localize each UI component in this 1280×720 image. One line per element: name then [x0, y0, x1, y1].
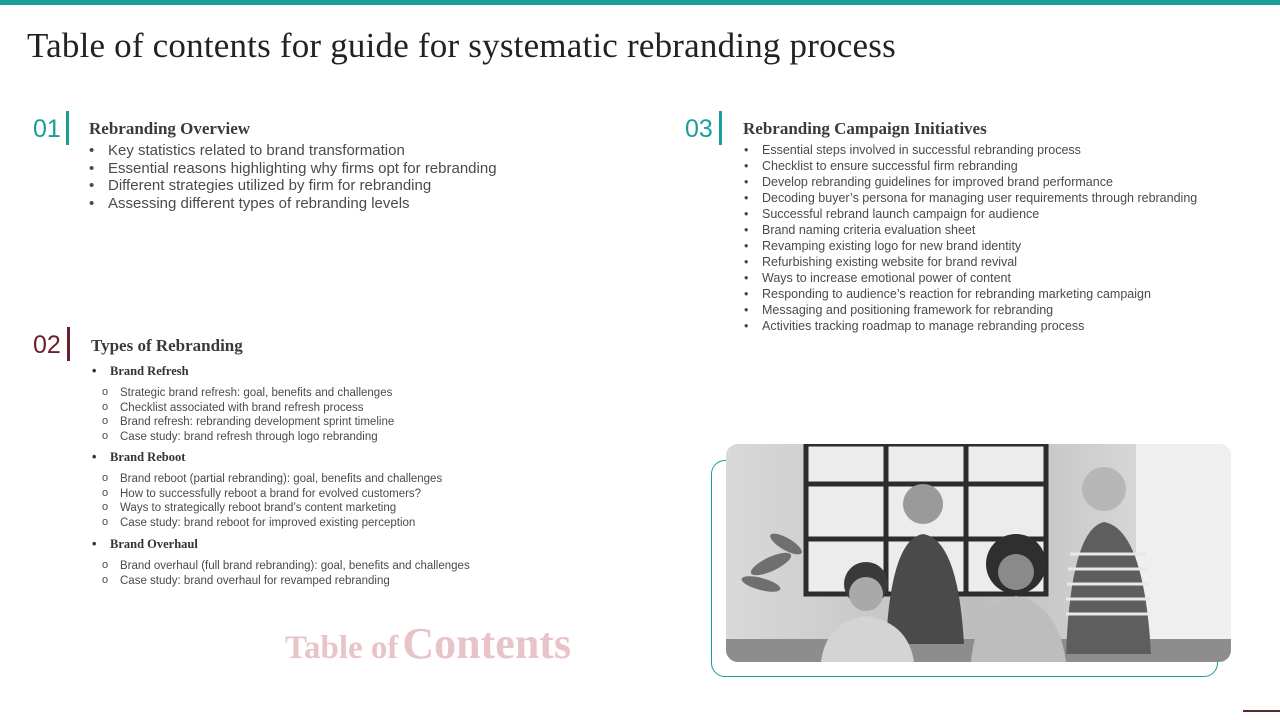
list-item: • Ways to increase emotional power of content	[743, 270, 1197, 286]
list-item: • Brand naming criteria evaluation sheet	[743, 222, 1197, 238]
decor-text-small: Table of	[285, 630, 399, 666]
list-item: o Case study: brand reboot for improved existing perception	[101, 516, 442, 531]
list-item: • Refurbishing existing website for brand revival	[743, 254, 1197, 270]
list-item: • Revamping existing logo for new brand identity	[743, 238, 1197, 254]
section-heading-rebranding-overview: Rebranding Overview	[89, 119, 251, 138]
list-item: o Brand refresh: rebranding development sprint timeline	[101, 415, 394, 430]
list-item: • Essential steps involved in successful rebranding process	[743, 142, 1197, 158]
list-item: • Essential reasons highlighting why firms opt for rebranding	[89, 160, 497, 178]
section-divider-03	[719, 111, 722, 145]
subheading-brand-reboot: • Brand Reboot	[91, 450, 185, 465]
section-number-03: 03	[685, 115, 713, 143]
list-item: • Develop rebranding guidelines for improved brand performance	[743, 174, 1197, 190]
subheading-brand-overhaul: • Brand Overhaul	[91, 537, 198, 552]
overview-list	[89, 142, 497, 212]
decor-text-big: Contents	[402, 619, 572, 668]
list-item: • Key statistics related to brand transformation	[89, 142, 497, 160]
team-photo	[726, 444, 1231, 662]
campaign-initiatives-list	[743, 142, 1197, 334]
list-item: o Case study: brand overhaul for revamped rebranding	[101, 574, 470, 589]
table-of-contents-decoration	[285, 618, 571, 669]
top-accent-bar	[0, 0, 1280, 5]
brand-overhaul-list	[101, 559, 470, 588]
section-number-02: 02	[33, 331, 61, 359]
brand-refresh-list	[101, 386, 394, 444]
list-item: • Messaging and positioning framework for rebranding	[743, 302, 1197, 318]
list-item: o How to successfully reboot a brand for evolved customers?	[101, 487, 442, 502]
list-item: o Brand reboot (partial rebranding): goal, benefits and challenges	[101, 472, 442, 487]
list-item: • Decoding buyer’s persona for managing user requirements through rebranding	[743, 190, 1197, 206]
list-item: • Successful rebrand launch campaign for audience	[743, 206, 1197, 222]
page-title: Table of contents for guide for systematic rebranding process	[27, 26, 896, 65]
list-item: • Activities tracking roadmap to manage rebranding process	[743, 318, 1197, 334]
list-item: o Case study: brand refresh through logo rebranding	[101, 430, 394, 445]
bottom-corner-mark	[1243, 710, 1280, 712]
section-heading-rebranding-campaign-initiatives: Rebranding Campaign Initiatives	[743, 119, 987, 138]
list-item: • Checklist to ensure successful firm rebranding	[743, 158, 1197, 174]
list-item: • Responding to audience’s reaction for rebranding marketing campaign	[743, 286, 1197, 302]
section-heading-types-of-rebranding: Types of Rebranding	[91, 336, 243, 355]
section-divider-01	[66, 111, 69, 145]
list-item: o Checklist associated with brand refresh process	[101, 401, 394, 416]
list-item: • Assessing different types of rebranding levels	[89, 195, 497, 213]
list-item: o Strategic brand refresh: goal, benefits and challenges	[101, 386, 394, 401]
list-item: • Different strategies utilized by firm for rebranding	[89, 177, 497, 195]
subheading-brand-refresh: • Brand Refresh	[91, 364, 189, 379]
section-divider-02	[67, 327, 70, 361]
brand-reboot-list	[101, 472, 442, 530]
section-number-01: 01	[33, 115, 61, 143]
list-item: o Ways to strategically reboot brand’s content marketing	[101, 501, 442, 516]
list-item: o Brand overhaul (full brand rebranding): goal, benefits and challenges	[101, 559, 470, 574]
